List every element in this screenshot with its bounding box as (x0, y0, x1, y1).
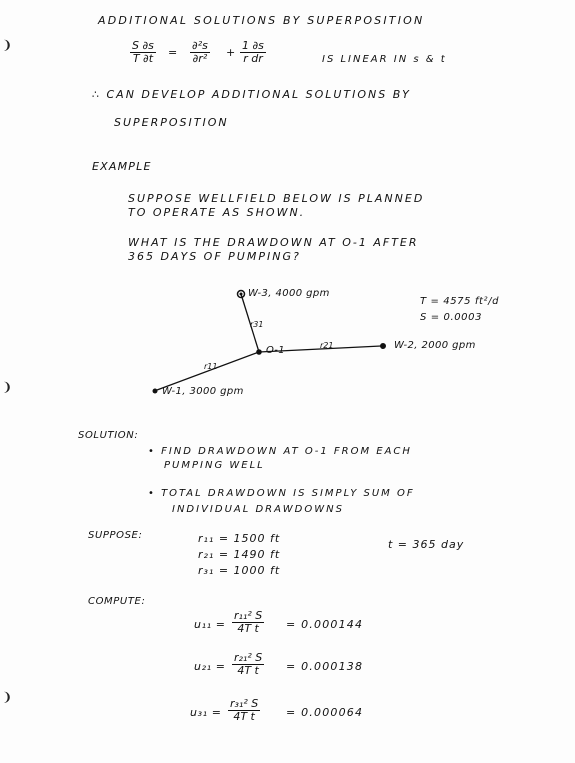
eq-term2-num: 1 ∂s (242, 39, 264, 52)
problem-line-2: TO OPERATE AS SHOWN. (128, 206, 306, 219)
binder-hole-mark: ❩ (2, 380, 13, 394)
suppose-heading: SUPPOSE: (88, 530, 143, 541)
compute-row-3-den: 4T t (233, 710, 255, 723)
compute-heading: COMPUTE: (88, 596, 146, 607)
eq-equals: = (168, 46, 179, 59)
eq-term2-den: r dr (243, 52, 263, 65)
conclusion-line-1: ∴ CAN DEVELOP ADDITIONAL SOLUTIONS BY (92, 88, 411, 101)
solution-bullet-2-line-a: TOTAL DRAWDOWN IS SIMPLY SUM OF (161, 488, 415, 499)
compute-row-1-fraction (232, 610, 264, 635)
eq-lhs-num: S ∂s (132, 39, 154, 52)
obs-o1-marker (256, 349, 262, 355)
solution-bullet-1-line-a: FIND DRAWDOWN AT O-1 FROM EACH (161, 446, 412, 457)
compute-row-3-num: r₃₁² S (230, 697, 259, 710)
compute-row-1-den: 4T t (237, 622, 259, 635)
well-w3-label: W-3, 4000 gpm (248, 288, 330, 299)
well-w1-label: W-1, 3000 gpm (162, 386, 244, 397)
well-w2-marker (380, 343, 386, 349)
r21-label: r21 (320, 341, 334, 350)
solution-bullet-2 (148, 488, 415, 499)
problem-line-3: WHAT IS THE DRAWDOWN AT O-1 AFTER (128, 236, 419, 249)
compute-row-2-den: 4T t (237, 664, 259, 677)
page-title: ADDITIONAL SOLUTIONS BY SUPERPOSITION (98, 14, 425, 27)
compute-row-3-fraction (228, 698, 260, 723)
well-w3-dot (240, 293, 243, 296)
eq-plus: + (226, 46, 237, 59)
conclusion-line-2: SUPERPOSITION (114, 116, 229, 129)
solution-bullet-1 (148, 446, 412, 457)
bullet-marker: • (148, 446, 162, 457)
storativity-value: S = 0.0003 (420, 312, 483, 323)
compute-row-2-lhs: u₂₁ = (194, 660, 226, 673)
solution-heading: SOLUTION: (78, 430, 139, 441)
problem-line-4: 365 DAYS OF PUMPING? (128, 250, 301, 263)
compute-row-3-lhs: u₃₁ = (190, 706, 222, 719)
bullet-marker: • (148, 488, 162, 499)
eq-term1-num: ∂²s (192, 39, 208, 52)
solution-bullet-1-line-b: PUMPING WELL (164, 460, 265, 471)
distance-r11: r₁₁ = 1500 ft (198, 532, 281, 545)
eq-linearity-note: IS LINEAR IN s & t (322, 54, 447, 65)
compute-row-3-result: = 0.000064 (286, 706, 364, 719)
distance-r31: r₃₁ = 1000 ft (198, 564, 281, 577)
binder-hole-mark: ❩ (2, 690, 13, 704)
time-value: t = 365 day (388, 538, 465, 551)
distance-r21: r₂₁ = 1490 ft (198, 548, 281, 561)
well-w1-marker (153, 389, 158, 394)
transmissivity-value: T = 4575 ft²/d (420, 296, 500, 307)
compute-row-2-num: r₂₁² S (234, 651, 263, 664)
compute-row-1-num: r₁₁² S (234, 609, 263, 622)
solution-bullet-2-line-b: INDIVIDUAL DRAWDOWNS (172, 504, 344, 515)
well-w2-label: W-2, 2000 gpm (394, 340, 476, 351)
eq-term1-den: ∂r² (192, 52, 208, 65)
obs-o1-label: O-1 (266, 345, 286, 356)
compute-row-1-result: = 0.000144 (286, 618, 364, 631)
r11-line (157, 352, 259, 390)
compute-row-2-result: = 0.000138 (286, 660, 364, 673)
example-heading: EXAMPLE (92, 160, 152, 173)
eq-lhs-den: T ∂t (132, 52, 154, 65)
problem-line-1: SUPPOSE WELLFIELD BELOW IS PLANNED (128, 192, 425, 205)
binder-hole-mark: ❩ (2, 38, 13, 52)
r11-label: r11 (204, 362, 218, 371)
compute-row-2-fraction (232, 652, 264, 677)
r31-label: r31 (250, 320, 264, 329)
compute-row-1-lhs: u₁₁ = (194, 618, 226, 631)
